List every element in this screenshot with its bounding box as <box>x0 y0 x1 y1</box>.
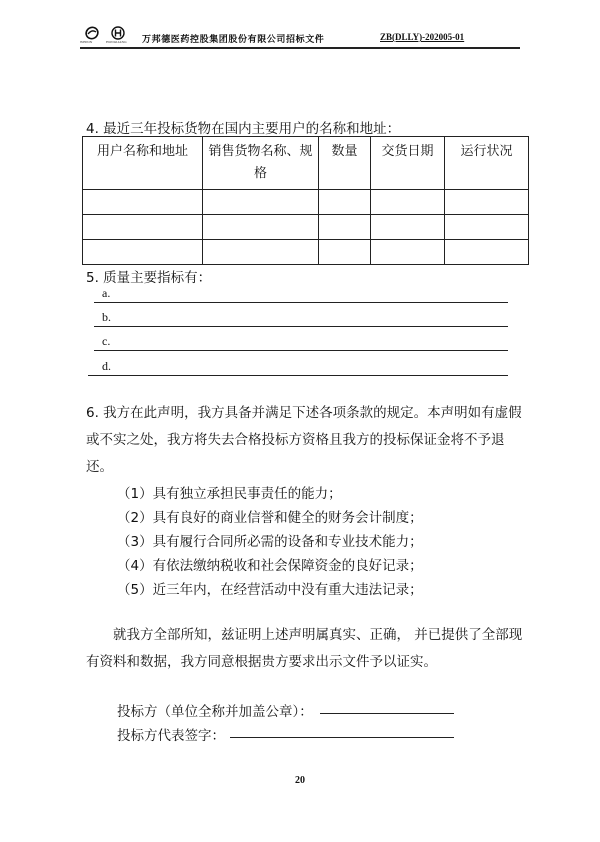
section6-declaration-paragraph: 6. 我方在此声明，我方具备并满足下述各项条款的规定。本声明如有虚假或不实之处，我方将失去合格投标方资格且我方的投标保证金将不予退还。 <box>86 405 522 475</box>
quality-indicator-c-line[interactable] <box>94 332 508 351</box>
table-cell[interactable] <box>203 190 319 215</box>
page-header <box>80 26 520 48</box>
qualification-item: （1）具有独立承担民事责任的能力； <box>117 486 342 502</box>
col-header-delivery-date: 交货日期 <box>371 137 445 190</box>
col-header-status: 运行状况 <box>445 137 529 190</box>
table-cell[interactable] <box>445 240 529 265</box>
col-header-quantity: 数量 <box>319 137 371 190</box>
logo2-caption: HONGLIANG <box>106 40 127 44</box>
representative-label: 投标方代表签字： <box>117 728 225 744</box>
quality-indicator-a-line[interactable] <box>94 284 508 303</box>
table-cell[interactable] <box>371 240 445 265</box>
qualification-item: （3）具有履行合同所必需的设备和专业技术能力； <box>117 534 423 550</box>
table-cell[interactable] <box>445 215 529 240</box>
table-row <box>83 215 529 240</box>
table-cell[interactable] <box>371 215 445 240</box>
col-header-goods: 销售货物名称、规格 <box>203 137 319 190</box>
logo1-caption: WEPON <box>80 40 93 44</box>
quality-indicator-label: d. <box>102 359 111 373</box>
table-cell[interactable] <box>83 215 203 240</box>
section4-title: 4. 最近三年投标货物在国内主要用户的名称和地址： <box>86 121 401 137</box>
quality-indicator-label: b. <box>102 310 111 324</box>
company-logos <box>80 26 134 46</box>
table-cell[interactable] <box>83 190 203 215</box>
main-users-table <box>82 136 529 265</box>
header-divider <box>80 47 520 49</box>
table-cell[interactable] <box>319 190 371 215</box>
hongliang-logo-icon <box>108 26 128 40</box>
bidder-signature-field[interactable] <box>320 713 454 714</box>
table-cell[interactable] <box>203 215 319 240</box>
table-header-row <box>83 137 529 190</box>
table-cell[interactable] <box>445 190 529 215</box>
header-doc-code: ZB(DLLY)-202005-01 <box>380 32 465 42</box>
representative-signature-field[interactable] <box>230 737 454 738</box>
wepon-logo-icon <box>82 26 102 40</box>
qualification-item: （2）具有良好的商业信誉和健全的财务会计制度； <box>117 510 423 526</box>
table-row <box>83 190 529 215</box>
quality-indicator-b-line[interactable] <box>94 308 508 327</box>
table-row <box>83 240 529 265</box>
table-cell[interactable] <box>319 215 371 240</box>
quality-indicator-label: a. <box>102 286 111 300</box>
bidder-label: 投标方（单位全称并加盖公章）： <box>117 704 313 720</box>
table-cell[interactable] <box>319 240 371 265</box>
table-cell[interactable] <box>371 190 445 215</box>
quality-indicator-label: c. <box>102 334 111 348</box>
header-company-title: 万邦德医药控股集团股份有限公司招标文件 <box>142 35 325 45</box>
quality-indicator-d-line[interactable] <box>88 357 508 376</box>
page-number: 20 <box>295 775 305 786</box>
table-cell[interactable] <box>83 240 203 265</box>
table-cell[interactable] <box>203 240 319 265</box>
qualification-item: （5）近三年内，在经营活动中没有重大违法记录； <box>117 582 423 598</box>
col-header-user: 用户名称和地址 <box>83 137 203 190</box>
qualification-item: （4）有依法缴纳税收和社会保障资金的良好记录； <box>117 558 423 574</box>
certification-paragraph: 就我方全部所知，兹证明上述声明属真实、正确， 并已提供了全部现有资料和数据，我方同意根据贵方要求出示文件予以证实。 <box>86 627 523 670</box>
section5-title: 5. 质量主要指标有： <box>86 270 212 286</box>
